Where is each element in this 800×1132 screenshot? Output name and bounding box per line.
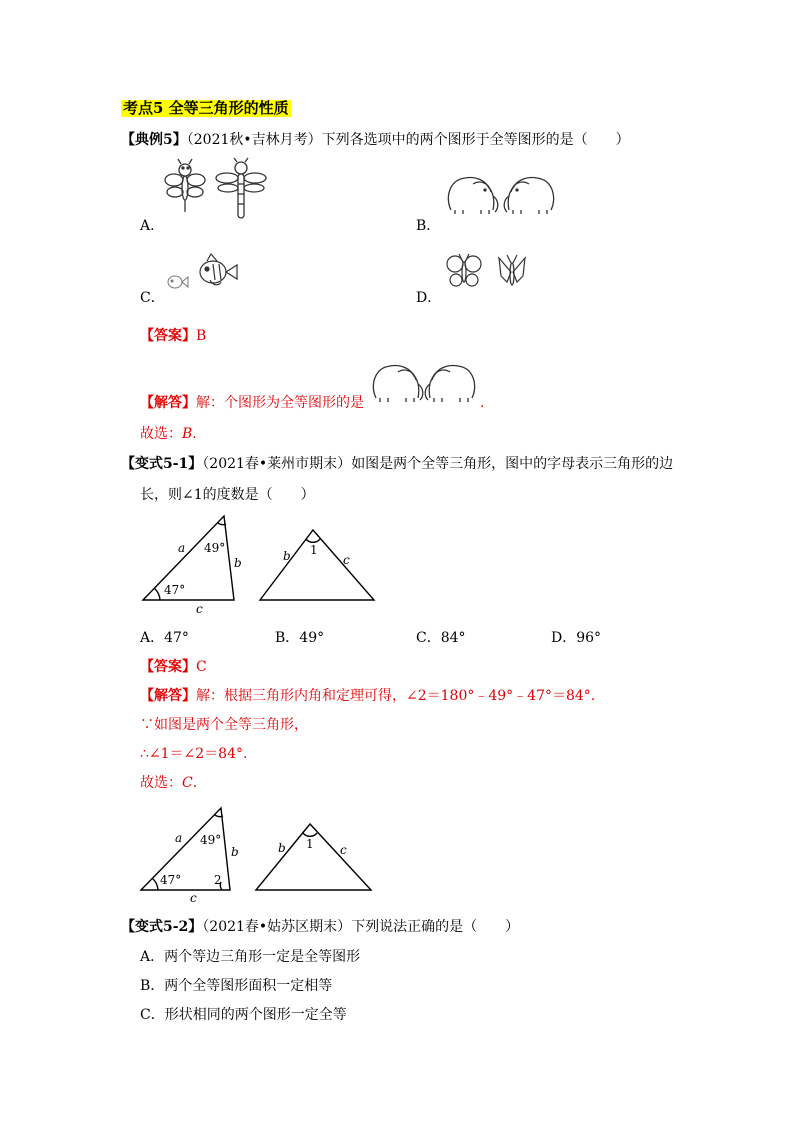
variant1-solution-label: 【解答】 [140,688,196,704]
variant2-tag: 【变式5-2】 [121,919,203,935]
fig2-label-1: 1 [306,837,314,851]
choose-end: . [192,426,197,442]
variant1-option-d: D．96° [551,630,602,646]
choose-value: B [182,426,193,442]
answer-label: 【答案】 [140,328,196,344]
variant1-question-line1 [121,457,673,471]
option-c-figure [163,252,238,297]
fig2-label-c: c [190,891,197,905]
section-heading: 考点5 全等三角形的性质 [123,99,289,117]
variant2-option-b: B．两个全等图形面积一定相等 [140,978,333,994]
example-answer [140,329,206,343]
variant1-because: ∵如图是两个全等三角形， [140,717,308,733]
variant2-option-a: A．两个等边三角形一定是全等图形 [140,949,361,965]
fig2-label-47: 47° [160,873,182,887]
variant1-answer-label: 【答案】 [140,659,196,675]
variant1-option-a: A．47° [140,630,189,646]
example-solution [140,396,364,410]
option-b-figure [443,170,559,218]
variant1-answer-value: C [196,659,207,675]
option-d-label: D． [416,290,442,306]
option-b-label: B． [416,218,441,234]
example-choose [140,427,197,441]
variant1-option-c: C．84° [416,630,466,646]
fig1-label-b2: b [283,549,291,563]
variant1-question-line2: 长，则∠1的度数是（ ） [140,487,315,503]
variant2-option-c: C．形状相同的两个图形一定全等 [140,1007,347,1023]
fig2-label-a: a [175,831,183,845]
answer-value: B [196,328,207,344]
fig1-label-b: b [234,556,242,570]
variant1-therefore: ∴∠1＝∠2＝84°. [140,746,248,762]
solution-end: . [480,395,485,411]
fig1-label-1: 1 [310,543,318,557]
fig2-label-2: 2 [214,873,222,887]
option-a-figure [165,158,265,220]
fig2-label-c2: c [340,843,347,857]
option-c-label: C． [140,290,165,306]
variant1-solution-triangles-figure [138,804,388,904]
example-tag: 【典例5】 [121,132,187,148]
example-question-text: 下列各选项中的两个图形于全等图形的是（ ） [321,132,630,148]
variant2-question [121,920,519,934]
fig1-label-47: 47° [164,583,186,597]
variant1-choose [140,776,197,790]
option-a-label: A． [140,218,165,234]
variant1-question-l1: 如图是两个全等三角形，图中的字母表示三角形的边 [351,456,674,472]
fig1-label-c2: c [343,553,350,567]
fig2-label-49: 49° [200,833,222,847]
variant2-question-text: 下列说法正确的是（ ） [351,919,520,935]
solution-label: 【解答】 [140,395,196,411]
variant1-option-b: B．49° [275,630,325,646]
variant2-source: （2021春•姑苏区期末） [202,919,352,935]
solution-text: 解：个图形为全等图形的是 [196,395,364,411]
variant1-solution-text: 解：根据三角形内角和定理可得，∠2＝180°﹣49°﹣47°＝84°. [196,688,596,704]
fig1-label-c: c [196,602,203,616]
variant1-source: （2021春•莱州市期末） [202,456,352,472]
example-question [121,133,630,147]
solution-elephants-figure [368,358,478,406]
variant1-solution [140,689,595,703]
fig1-label-a: a [178,541,186,555]
variant1-answer [140,660,207,674]
option-d-figure [443,252,533,294]
choose-label: 故选： [140,426,182,442]
variant1-choose-value: C [182,775,193,791]
variant1-triangles-figure [138,512,388,614]
fig2-label-b2: b [278,841,286,855]
example-source: （2021秋•吉林月考） [186,132,322,148]
fig1-label-49: 49° [204,541,226,555]
fig2-label-b: b [231,845,239,859]
variant1-choose-label: 故选： [140,775,182,791]
variant1-tag: 【变式5-1】 [121,456,203,472]
variant1-choose-end: . [192,775,198,791]
